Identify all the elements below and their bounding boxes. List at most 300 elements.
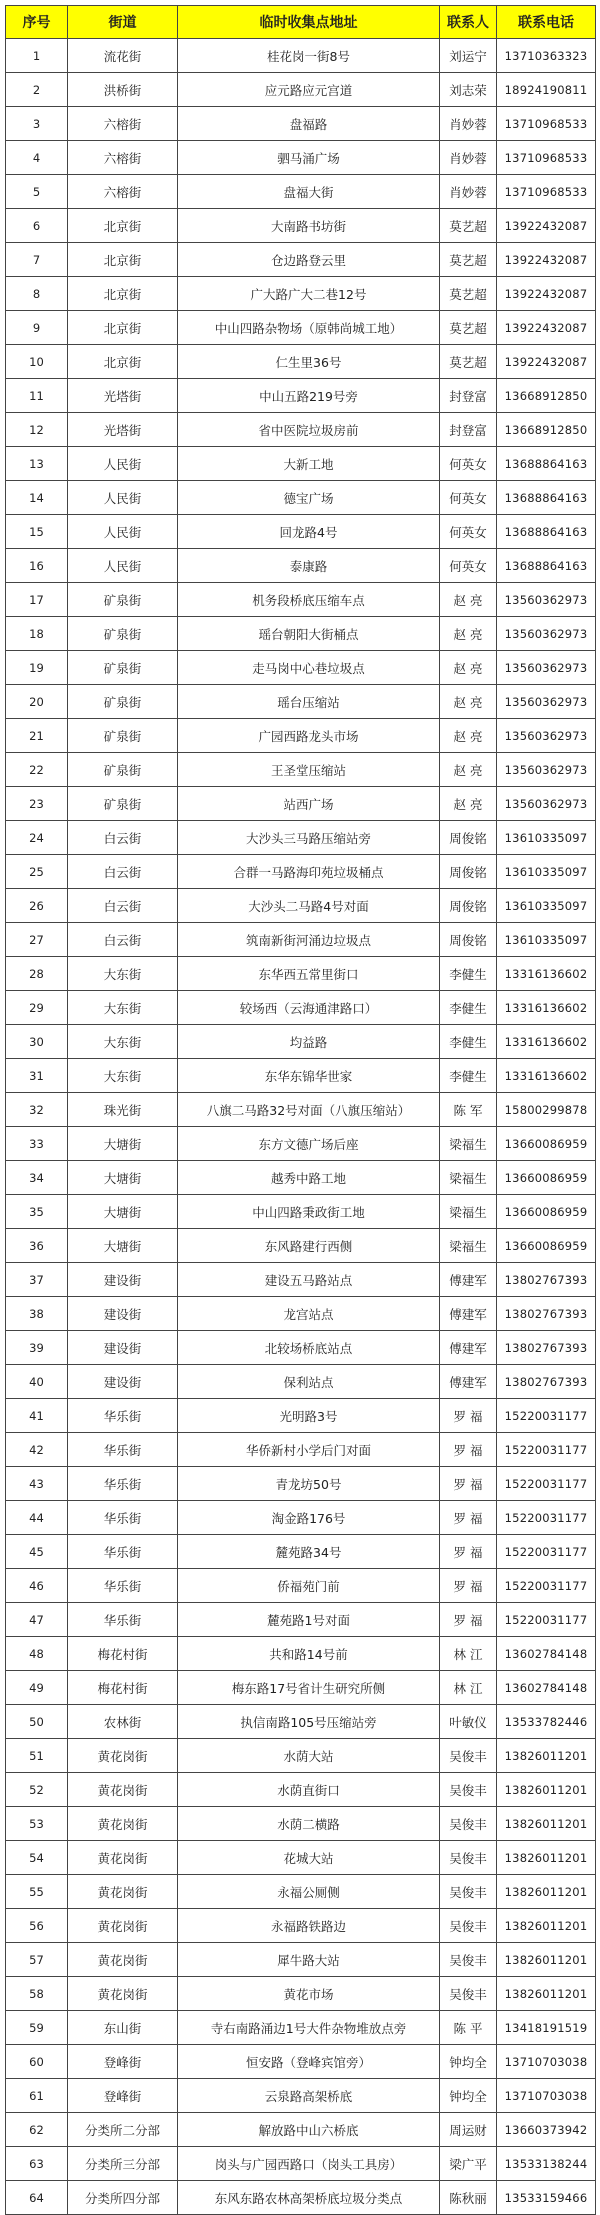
cell-address: 回龙路4号 bbox=[178, 515, 440, 549]
cell-address: 恒安路（登峰宾馆旁） bbox=[178, 2045, 440, 2079]
table-row bbox=[6, 175, 596, 209]
cell-contact: 傅建军 bbox=[440, 1263, 497, 1297]
cell-index: 4 bbox=[6, 141, 68, 175]
cell-index: 37 bbox=[6, 1263, 68, 1297]
cell-phone: 13316136602 bbox=[497, 991, 596, 1025]
cell-address: 均益路 bbox=[178, 1025, 440, 1059]
table-row bbox=[6, 1263, 596, 1297]
cell-address: 东方文德广场后座 bbox=[178, 1127, 440, 1161]
table-row bbox=[6, 1365, 596, 1399]
cell-phone: 13533159466 bbox=[497, 2181, 596, 2215]
cell-contact: 吴俊丰 bbox=[440, 1909, 497, 1943]
table-row bbox=[6, 549, 596, 583]
cell-street: 人民街 bbox=[68, 515, 178, 549]
cell-street: 矿泉街 bbox=[68, 583, 178, 617]
cell-contact: 吴俊丰 bbox=[440, 1739, 497, 1773]
cell-index: 54 bbox=[6, 1841, 68, 1875]
cell-address: 华侨新村小学后门对面 bbox=[178, 1433, 440, 1467]
cell-address: 麓苑路34号 bbox=[178, 1535, 440, 1569]
cell-contact: 赵 亮 bbox=[440, 617, 497, 651]
cell-street: 东山街 bbox=[68, 2011, 178, 2045]
cell-contact: 罗 福 bbox=[440, 1501, 497, 1535]
cell-contact: 莫艺超 bbox=[440, 243, 497, 277]
cell-street: 光塔街 bbox=[68, 413, 178, 447]
cell-contact: 李健生 bbox=[440, 1059, 497, 1093]
cell-contact: 陈 平 bbox=[440, 2011, 497, 2045]
cell-address: 寺右南路涌边1号大件杂物堆放点旁 bbox=[178, 2011, 440, 2045]
cell-index: 2 bbox=[6, 73, 68, 107]
cell-phone: 13802767393 bbox=[497, 1297, 596, 1331]
table-row bbox=[6, 141, 596, 175]
table-body bbox=[6, 39, 596, 2215]
table-row bbox=[6, 957, 596, 991]
cell-index: 41 bbox=[6, 1399, 68, 1433]
cell-phone: 13922432087 bbox=[497, 311, 596, 345]
cell-index: 33 bbox=[6, 1127, 68, 1161]
cell-street: 矿泉街 bbox=[68, 685, 178, 719]
cell-address: 驷马涌广场 bbox=[178, 141, 440, 175]
cell-index: 20 bbox=[6, 685, 68, 719]
cell-index: 47 bbox=[6, 1603, 68, 1637]
cell-phone: 13610335097 bbox=[497, 855, 596, 889]
table-row bbox=[6, 719, 596, 753]
cell-index: 56 bbox=[6, 1909, 68, 1943]
table-row bbox=[6, 617, 596, 651]
cell-address: 大沙头二马路4号对面 bbox=[178, 889, 440, 923]
cell-street: 分类所二分部 bbox=[68, 2113, 178, 2147]
header-address: 临时收集点地址 bbox=[178, 6, 440, 39]
cell-address: 水荫二横路 bbox=[178, 1807, 440, 1841]
cell-street: 华乐街 bbox=[68, 1603, 178, 1637]
cell-address: 应元路应元宫道 bbox=[178, 73, 440, 107]
cell-index: 63 bbox=[6, 2147, 68, 2181]
cell-contact: 李健生 bbox=[440, 1025, 497, 1059]
table-row bbox=[6, 209, 596, 243]
cell-phone: 13560362973 bbox=[497, 583, 596, 617]
cell-phone: 13826011201 bbox=[497, 1875, 596, 1909]
cell-index: 43 bbox=[6, 1467, 68, 1501]
cell-phone: 13560362973 bbox=[497, 617, 596, 651]
cell-street: 六榕街 bbox=[68, 141, 178, 175]
table-row bbox=[6, 2147, 596, 2181]
cell-street: 黄花岗街 bbox=[68, 1943, 178, 1977]
cell-street: 梅花村街 bbox=[68, 1671, 178, 1705]
table-row bbox=[6, 107, 596, 141]
cell-street: 珠光街 bbox=[68, 1093, 178, 1127]
cell-index: 3 bbox=[6, 107, 68, 141]
table-row bbox=[6, 1297, 596, 1331]
table-row bbox=[6, 1705, 596, 1739]
cell-contact: 梁福生 bbox=[440, 1195, 497, 1229]
cell-index: 6 bbox=[6, 209, 68, 243]
cell-phone: 13316136602 bbox=[497, 1025, 596, 1059]
cell-contact: 钟均全 bbox=[440, 2045, 497, 2079]
cell-phone: 13802767393 bbox=[497, 1365, 596, 1399]
cell-contact: 周俊铭 bbox=[440, 855, 497, 889]
cell-address: 瑶台压缩站 bbox=[178, 685, 440, 719]
cell-index: 48 bbox=[6, 1637, 68, 1671]
cell-contact: 莫艺超 bbox=[440, 345, 497, 379]
cell-address: 解放路中山六桥底 bbox=[178, 2113, 440, 2147]
cell-index: 1 bbox=[6, 39, 68, 73]
table-row bbox=[6, 1331, 596, 1365]
cell-contact: 吴俊丰 bbox=[440, 1977, 497, 2011]
table-row bbox=[6, 243, 596, 277]
table-row bbox=[6, 2045, 596, 2079]
cell-street: 六榕街 bbox=[68, 107, 178, 141]
cell-index: 9 bbox=[6, 311, 68, 345]
cell-address: 走马岗中心巷垃圾点 bbox=[178, 651, 440, 685]
cell-contact: 梁福生 bbox=[440, 1161, 497, 1195]
cell-street: 华乐街 bbox=[68, 1399, 178, 1433]
cell-index: 44 bbox=[6, 1501, 68, 1535]
cell-contact: 赵 亮 bbox=[440, 583, 497, 617]
cell-index: 35 bbox=[6, 1195, 68, 1229]
table-row bbox=[6, 2079, 596, 2113]
cell-address: 大新工地 bbox=[178, 447, 440, 481]
cell-phone: 15220031177 bbox=[497, 1433, 596, 1467]
cell-index: 25 bbox=[6, 855, 68, 889]
cell-contact: 吴俊丰 bbox=[440, 1943, 497, 1977]
cell-phone: 13922432087 bbox=[497, 345, 596, 379]
cell-phone: 13560362973 bbox=[497, 719, 596, 753]
cell-address: 北较场桥底站点 bbox=[178, 1331, 440, 1365]
cell-contact: 周俊铭 bbox=[440, 889, 497, 923]
cell-contact: 罗 福 bbox=[440, 1467, 497, 1501]
cell-index: 16 bbox=[6, 549, 68, 583]
cell-contact: 周俊铭 bbox=[440, 821, 497, 855]
cell-contact: 梁广平 bbox=[440, 2147, 497, 2181]
cell-street: 矿泉街 bbox=[68, 651, 178, 685]
table-row bbox=[6, 787, 596, 821]
cell-street: 矿泉街 bbox=[68, 787, 178, 821]
cell-address: 梅东路17号省计生研究所侧 bbox=[178, 1671, 440, 1705]
cell-address: 较场西（云海通津路口） bbox=[178, 991, 440, 1025]
table-row bbox=[6, 991, 596, 1025]
cell-contact: 陈 军 bbox=[440, 1093, 497, 1127]
cell-address: 岗头与广园西路口（岗头工具房） bbox=[178, 2147, 440, 2181]
cell-contact: 周运财 bbox=[440, 2113, 497, 2147]
cell-contact: 周俊铭 bbox=[440, 923, 497, 957]
cell-phone: 13560362973 bbox=[497, 651, 596, 685]
cell-contact: 赵 亮 bbox=[440, 753, 497, 787]
table-row bbox=[6, 753, 596, 787]
table-row bbox=[6, 855, 596, 889]
cell-contact: 吴俊丰 bbox=[440, 1875, 497, 1909]
cell-phone: 13826011201 bbox=[497, 1841, 596, 1875]
table-row bbox=[6, 1161, 596, 1195]
cell-street: 光塔街 bbox=[68, 379, 178, 413]
cell-address: 东风东路农林高架桥底垃圾分类点 bbox=[178, 2181, 440, 2215]
cell-address: 侨福苑门前 bbox=[178, 1569, 440, 1603]
cell-index: 62 bbox=[6, 2113, 68, 2147]
cell-address: 盘福大街 bbox=[178, 175, 440, 209]
collection-point-table bbox=[5, 5, 596, 2215]
table-row bbox=[6, 1433, 596, 1467]
cell-street: 人民街 bbox=[68, 481, 178, 515]
cell-street: 北京街 bbox=[68, 277, 178, 311]
cell-index: 10 bbox=[6, 345, 68, 379]
cell-street: 华乐街 bbox=[68, 1501, 178, 1535]
cell-address: 省中医院垃圾房前 bbox=[178, 413, 440, 447]
cell-address: 东华西五常里街口 bbox=[178, 957, 440, 991]
cell-street: 登峰街 bbox=[68, 2079, 178, 2113]
cell-contact: 莫艺超 bbox=[440, 277, 497, 311]
cell-index: 7 bbox=[6, 243, 68, 277]
cell-street: 北京街 bbox=[68, 345, 178, 379]
cell-index: 55 bbox=[6, 1875, 68, 1909]
cell-street: 白云街 bbox=[68, 889, 178, 923]
cell-address: 王圣堂压缩站 bbox=[178, 753, 440, 787]
table-row bbox=[6, 1739, 596, 1773]
cell-phone: 13710968533 bbox=[497, 141, 596, 175]
cell-address: 云泉路高架桥底 bbox=[178, 2079, 440, 2113]
cell-street: 矿泉街 bbox=[68, 753, 178, 787]
table-row bbox=[6, 2011, 596, 2045]
cell-street: 白云街 bbox=[68, 821, 178, 855]
cell-address: 保利站点 bbox=[178, 1365, 440, 1399]
cell-street: 黄花岗街 bbox=[68, 1739, 178, 1773]
cell-index: 32 bbox=[6, 1093, 68, 1127]
table-row bbox=[6, 481, 596, 515]
cell-index: 39 bbox=[6, 1331, 68, 1365]
cell-address: 站西广场 bbox=[178, 787, 440, 821]
cell-address: 中山四路杂物场（原韩尚城工地） bbox=[178, 311, 440, 345]
table-row bbox=[6, 1569, 596, 1603]
cell-index: 64 bbox=[6, 2181, 68, 2215]
cell-street: 黄花岗街 bbox=[68, 1773, 178, 1807]
cell-address: 筑南新街河涌边垃圾点 bbox=[178, 923, 440, 957]
table-row bbox=[6, 1671, 596, 1705]
cell-address: 青龙坊50号 bbox=[178, 1467, 440, 1501]
cell-phone: 13610335097 bbox=[497, 923, 596, 957]
table-row bbox=[6, 889, 596, 923]
cell-contact: 叶敏仪 bbox=[440, 1705, 497, 1739]
cell-street: 北京街 bbox=[68, 243, 178, 277]
cell-phone: 13560362973 bbox=[497, 753, 596, 787]
cell-phone: 13710968533 bbox=[497, 175, 596, 209]
cell-street: 北京街 bbox=[68, 209, 178, 243]
cell-street: 黄花岗街 bbox=[68, 1875, 178, 1909]
cell-phone: 15220031177 bbox=[497, 1467, 596, 1501]
cell-phone: 15220031177 bbox=[497, 1535, 596, 1569]
table-row bbox=[6, 1909, 596, 1943]
table-row bbox=[6, 413, 596, 447]
collection-point-table-sheet bbox=[5, 5, 595, 2215]
cell-address: 广园西路龙头市场 bbox=[178, 719, 440, 753]
cell-phone: 13560362973 bbox=[497, 787, 596, 821]
cell-contact: 吴俊丰 bbox=[440, 1841, 497, 1875]
cell-address: 中山五路219号旁 bbox=[178, 379, 440, 413]
cell-street: 华乐街 bbox=[68, 1569, 178, 1603]
table-row bbox=[6, 1025, 596, 1059]
cell-index: 8 bbox=[6, 277, 68, 311]
cell-phone: 13922432087 bbox=[497, 243, 596, 277]
cell-phone: 13560362973 bbox=[497, 685, 596, 719]
cell-index: 46 bbox=[6, 1569, 68, 1603]
table-row bbox=[6, 1603, 596, 1637]
cell-street: 建设街 bbox=[68, 1331, 178, 1365]
cell-contact: 赵 亮 bbox=[440, 651, 497, 685]
cell-index: 23 bbox=[6, 787, 68, 821]
cell-phone: 13668912850 bbox=[497, 379, 596, 413]
cell-phone: 15220031177 bbox=[497, 1603, 596, 1637]
table-row bbox=[6, 447, 596, 481]
cell-contact: 梁福生 bbox=[440, 1229, 497, 1263]
table-row bbox=[6, 2181, 596, 2215]
table-row bbox=[6, 379, 596, 413]
cell-phone: 13660086959 bbox=[497, 1229, 596, 1263]
cell-phone: 13660373942 bbox=[497, 2113, 596, 2147]
cell-phone: 13660086959 bbox=[497, 1161, 596, 1195]
table-row bbox=[6, 1637, 596, 1671]
cell-address: 大南路书坊街 bbox=[178, 209, 440, 243]
cell-phone: 13802767393 bbox=[497, 1263, 596, 1297]
cell-address: 大沙头三马路压缩站旁 bbox=[178, 821, 440, 855]
cell-address: 东风路建行西侧 bbox=[178, 1229, 440, 1263]
cell-phone: 13826011201 bbox=[497, 1909, 596, 1943]
cell-contact: 傅建军 bbox=[440, 1297, 497, 1331]
cell-street: 大塘街 bbox=[68, 1195, 178, 1229]
cell-phone: 13533782446 bbox=[497, 1705, 596, 1739]
cell-address: 仁生里36号 bbox=[178, 345, 440, 379]
cell-index: 31 bbox=[6, 1059, 68, 1093]
table-row bbox=[6, 515, 596, 549]
cell-street: 白云街 bbox=[68, 855, 178, 889]
cell-address: 光明路3号 bbox=[178, 1399, 440, 1433]
cell-address: 执信南路105号压缩站旁 bbox=[178, 1705, 440, 1739]
cell-address: 淘金路176号 bbox=[178, 1501, 440, 1535]
table-row bbox=[6, 1229, 596, 1263]
cell-address: 广大路广大二巷12号 bbox=[178, 277, 440, 311]
cell-index: 5 bbox=[6, 175, 68, 209]
cell-address: 永福路铁路边 bbox=[178, 1909, 440, 1943]
cell-street: 黄花岗街 bbox=[68, 1909, 178, 1943]
cell-index: 40 bbox=[6, 1365, 68, 1399]
cell-contact: 何英女 bbox=[440, 447, 497, 481]
cell-address: 水荫大站 bbox=[178, 1739, 440, 1773]
cell-contact: 李健生 bbox=[440, 957, 497, 991]
cell-contact: 封登富 bbox=[440, 379, 497, 413]
cell-index: 51 bbox=[6, 1739, 68, 1773]
cell-contact: 肖妙蓉 bbox=[440, 141, 497, 175]
cell-contact: 罗 福 bbox=[440, 1433, 497, 1467]
cell-index: 21 bbox=[6, 719, 68, 753]
cell-phone: 13668912850 bbox=[497, 413, 596, 447]
cell-street: 大东街 bbox=[68, 1059, 178, 1093]
cell-phone: 15220031177 bbox=[497, 1399, 596, 1433]
cell-index: 24 bbox=[6, 821, 68, 855]
cell-address: 东华东锦华世家 bbox=[178, 1059, 440, 1093]
cell-address: 共和路14号前 bbox=[178, 1637, 440, 1671]
cell-index: 14 bbox=[6, 481, 68, 515]
cell-contact: 林 江 bbox=[440, 1671, 497, 1705]
table-row bbox=[6, 345, 596, 379]
cell-phone: 13710363323 bbox=[497, 39, 596, 73]
cell-phone: 13610335097 bbox=[497, 821, 596, 855]
cell-address: 瑶台朝阳大街桶点 bbox=[178, 617, 440, 651]
cell-street: 分类所三分部 bbox=[68, 2147, 178, 2181]
cell-contact: 林 江 bbox=[440, 1637, 497, 1671]
cell-phone: 13688864163 bbox=[497, 549, 596, 583]
cell-address: 桂花岗一街8号 bbox=[178, 39, 440, 73]
cell-index: 36 bbox=[6, 1229, 68, 1263]
cell-address: 麓苑路1号对面 bbox=[178, 1603, 440, 1637]
cell-contact: 罗 福 bbox=[440, 1535, 497, 1569]
cell-phone: 13418191519 bbox=[497, 2011, 596, 2045]
cell-contact: 肖妙蓉 bbox=[440, 107, 497, 141]
cell-phone: 13610335097 bbox=[497, 889, 596, 923]
cell-address: 泰康路 bbox=[178, 549, 440, 583]
table-row bbox=[6, 1807, 596, 1841]
cell-street: 华乐街 bbox=[68, 1467, 178, 1501]
cell-street: 梅花村街 bbox=[68, 1637, 178, 1671]
table-row bbox=[6, 311, 596, 345]
cell-phone: 15800299878 bbox=[497, 1093, 596, 1127]
cell-contact: 梁福生 bbox=[440, 1127, 497, 1161]
table-row bbox=[6, 651, 596, 685]
table-row bbox=[6, 583, 596, 617]
cell-address: 黄花市场 bbox=[178, 1977, 440, 2011]
cell-address: 机务段桥底压缩车点 bbox=[178, 583, 440, 617]
cell-index: 50 bbox=[6, 1705, 68, 1739]
table-row bbox=[6, 821, 596, 855]
cell-street: 矿泉街 bbox=[68, 617, 178, 651]
cell-index: 59 bbox=[6, 2011, 68, 2045]
cell-street: 人民街 bbox=[68, 549, 178, 583]
cell-contact: 何英女 bbox=[440, 481, 497, 515]
cell-contact: 傅建军 bbox=[440, 1365, 497, 1399]
cell-street: 分类所四分部 bbox=[68, 2181, 178, 2215]
cell-address: 龙宫站点 bbox=[178, 1297, 440, 1331]
cell-index: 61 bbox=[6, 2079, 68, 2113]
cell-street: 大东街 bbox=[68, 1025, 178, 1059]
cell-contact: 何英女 bbox=[440, 515, 497, 549]
cell-street: 建设街 bbox=[68, 1297, 178, 1331]
cell-street: 建设街 bbox=[68, 1365, 178, 1399]
cell-index: 28 bbox=[6, 957, 68, 991]
cell-contact: 赵 亮 bbox=[440, 685, 497, 719]
cell-address: 八旗二马路32号对面（八旗压缩站） bbox=[178, 1093, 440, 1127]
table-row bbox=[6, 1875, 596, 1909]
cell-street: 黄花岗街 bbox=[68, 1807, 178, 1841]
cell-index: 45 bbox=[6, 1535, 68, 1569]
cell-address: 建设五马路站点 bbox=[178, 1263, 440, 1297]
cell-phone: 18924190811 bbox=[497, 73, 596, 107]
cell-contact: 肖妙蓉 bbox=[440, 175, 497, 209]
table-row bbox=[6, 277, 596, 311]
cell-street: 华乐街 bbox=[68, 1535, 178, 1569]
cell-phone: 15220031177 bbox=[497, 1501, 596, 1535]
table-row bbox=[6, 1943, 596, 1977]
cell-index: 30 bbox=[6, 1025, 68, 1059]
cell-phone: 13316136602 bbox=[497, 1059, 596, 1093]
table-row bbox=[6, 1773, 596, 1807]
cell-index: 34 bbox=[6, 1161, 68, 1195]
cell-contact: 钟均全 bbox=[440, 2079, 497, 2113]
cell-contact: 罗 福 bbox=[440, 1603, 497, 1637]
cell-street: 流花街 bbox=[68, 39, 178, 73]
cell-phone: 13660086959 bbox=[497, 1195, 596, 1229]
cell-address: 花城大站 bbox=[178, 1841, 440, 1875]
cell-index: 49 bbox=[6, 1671, 68, 1705]
cell-address: 中山四路秉政街工地 bbox=[178, 1195, 440, 1229]
cell-contact: 刘志荣 bbox=[440, 73, 497, 107]
cell-street: 六榕街 bbox=[68, 175, 178, 209]
cell-index: 11 bbox=[6, 379, 68, 413]
header-contact: 联系人 bbox=[440, 6, 497, 39]
cell-contact: 赵 亮 bbox=[440, 719, 497, 753]
